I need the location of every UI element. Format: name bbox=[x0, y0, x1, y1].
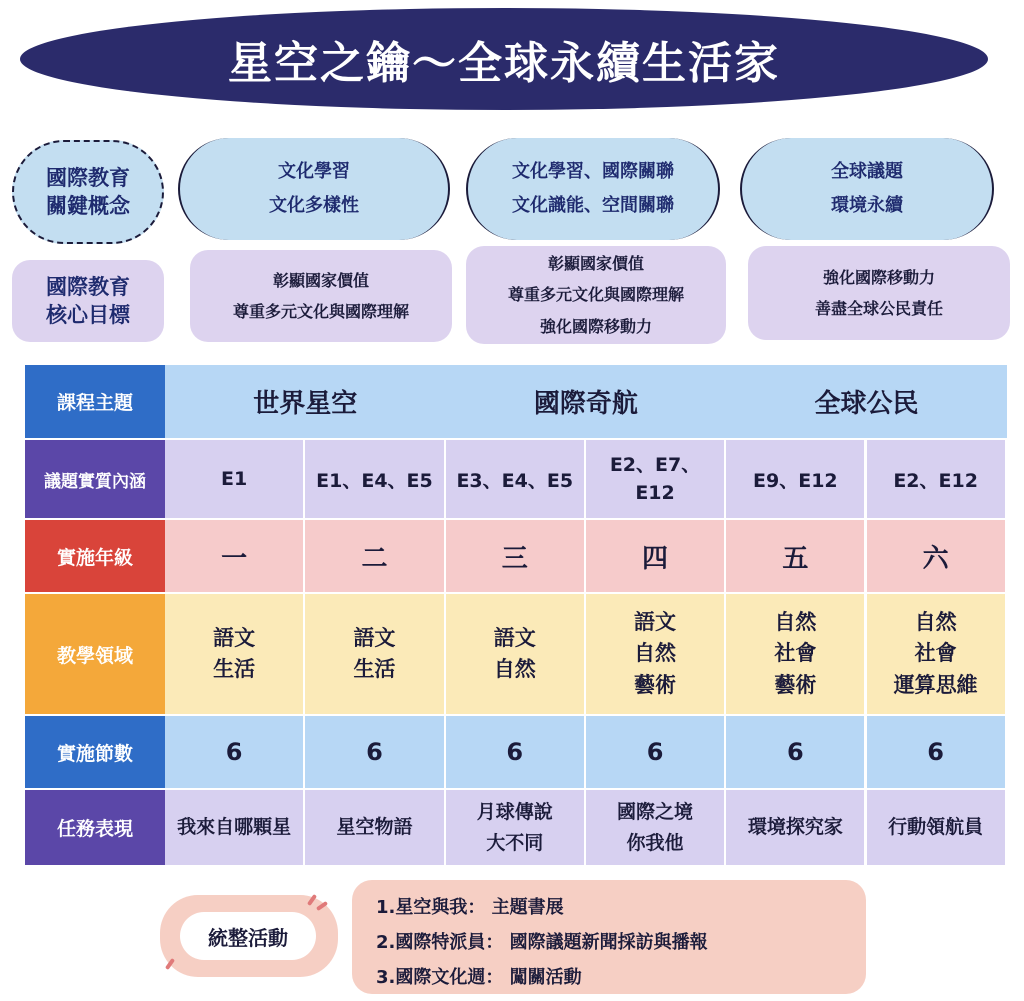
session-cell: 6 bbox=[867, 716, 1007, 790]
goal-box-1 bbox=[190, 250, 452, 342]
issue-cell: E3、E4、E5 bbox=[446, 440, 586, 520]
goal-2-line3: 強化國際移動力 bbox=[539, 316, 652, 336]
goal-1-line2: 尊重多元文化與國際理解 bbox=[232, 302, 409, 321]
domain-line1: 自然 bbox=[914, 609, 957, 634]
task-cell bbox=[867, 790, 1007, 867]
key-concept-label-line1: 國際教育 bbox=[46, 165, 130, 190]
task-line2: 你我他 bbox=[626, 831, 684, 854]
goal-3-line2: 善盡全球公民責任 bbox=[814, 299, 943, 318]
session-cell: 6 bbox=[446, 716, 586, 790]
grade-cell: 三 bbox=[446, 520, 586, 594]
title-banner bbox=[20, 8, 988, 110]
theme-cell: 全球公民 bbox=[726, 365, 1007, 440]
row-header-domain: 教學領域 bbox=[25, 594, 165, 716]
task-cell bbox=[586, 790, 726, 867]
issue-cell bbox=[586, 440, 726, 520]
goal-box-2 bbox=[466, 246, 726, 344]
concept-3-title: 全球議題 bbox=[831, 160, 903, 182]
issue-line1: E2、E7、 bbox=[609, 453, 701, 476]
task-line1: 星空物語 bbox=[336, 816, 413, 839]
issue-cell: E2、E12 bbox=[867, 440, 1007, 520]
domain-line3: 藝術 bbox=[774, 672, 817, 697]
domain-line1: 語文 bbox=[353, 625, 396, 650]
key-concept-label-line2: 關鍵概念 bbox=[46, 194, 130, 218]
summary-label: 統整活動 bbox=[180, 912, 316, 960]
issue-cell: E9、E12 bbox=[726, 440, 866, 520]
activity-item-1: 1.星空與我： 主題書展 bbox=[376, 897, 564, 918]
task-line1: 環境探究家 bbox=[747, 816, 843, 839]
domain-line2: 自然 bbox=[493, 657, 536, 681]
goal-box-3 bbox=[748, 246, 1010, 340]
task-line1: 行動領航員 bbox=[888, 816, 984, 839]
goal-2-line1: 彰顯國家價值 bbox=[547, 254, 644, 274]
row-header-grade: 實施年級 bbox=[25, 520, 165, 594]
domain-line3: 運算思維 bbox=[893, 672, 978, 697]
grade-cell: 四 bbox=[586, 520, 726, 594]
issue-line2: E12 bbox=[635, 482, 675, 504]
theme-cell: 世界星空 bbox=[165, 365, 446, 440]
domain-cell bbox=[305, 594, 445, 716]
task-line2: 大不同 bbox=[486, 831, 544, 854]
concept-pill-2 bbox=[466, 138, 720, 240]
session-cell: 6 bbox=[165, 716, 305, 790]
domain-line1: 語文 bbox=[493, 625, 536, 650]
concept-pill-3 bbox=[740, 138, 994, 240]
session-cell: 6 bbox=[726, 716, 866, 790]
key-concept-label bbox=[12, 140, 164, 244]
concept-1-title: 文化學習 bbox=[278, 160, 350, 182]
theme-cell: 國際奇航 bbox=[446, 365, 727, 440]
grade-cell: 五 bbox=[726, 520, 866, 594]
page-title: 星空之鑰～全球永續生活家 bbox=[228, 38, 780, 89]
domain-line2: 社會 bbox=[914, 641, 957, 666]
activities-box bbox=[352, 880, 866, 994]
domain-line2: 社會 bbox=[774, 641, 817, 666]
curriculum-table bbox=[25, 365, 1007, 867]
grade-cell: 一 bbox=[165, 520, 305, 594]
grade-cell: 六 bbox=[867, 520, 1007, 594]
task-line1: 我來自哪顆星 bbox=[177, 816, 292, 839]
goal-2-line2: 尊重多元文化與國際理解 bbox=[507, 285, 684, 305]
session-cell: 6 bbox=[586, 716, 726, 790]
core-goal-label-line1: 國際教育 bbox=[46, 274, 130, 299]
issue-cell: E1 bbox=[165, 440, 305, 520]
domain-line1: 自然 bbox=[774, 609, 817, 634]
domain-line3: 藝術 bbox=[634, 672, 677, 697]
domain-line1: 語文 bbox=[213, 625, 256, 650]
activity-item-2: 2.國際特派員： 國際議題新聞採訪與播報 bbox=[376, 932, 708, 954]
issue-cell: E1、E4、E5 bbox=[305, 440, 445, 520]
domain-line1: 語文 bbox=[634, 609, 677, 634]
task-cell bbox=[726, 790, 866, 867]
concept-3-subtitle: 環境永續 bbox=[831, 195, 903, 216]
row-header-issue: 議題實質內涵 bbox=[25, 440, 165, 520]
concept-pill-1 bbox=[178, 138, 450, 240]
core-goal-label bbox=[12, 260, 164, 342]
domain-line2: 生活 bbox=[213, 657, 256, 681]
domain-cell bbox=[867, 594, 1007, 716]
row-header-task: 任務表現 bbox=[25, 790, 165, 867]
domain-cell bbox=[586, 594, 726, 716]
concept-1-subtitle: 文化多樣性 bbox=[269, 195, 359, 216]
concept-2-title: 文化學習、國際關聯 bbox=[512, 160, 674, 182]
task-cell bbox=[446, 790, 586, 867]
concept-2-subtitle: 文化識能、空間關聯 bbox=[512, 195, 674, 216]
task-cell bbox=[305, 790, 445, 867]
session-cell: 6 bbox=[305, 716, 445, 790]
domain-cell bbox=[446, 594, 586, 716]
task-line1: 國際之境 bbox=[617, 801, 694, 824]
core-goal-label-line2: 核心目標 bbox=[46, 303, 130, 327]
task-line1: 月球傳說 bbox=[476, 801, 553, 824]
activity-item-3: 3.國際文化週： 闖關活動 bbox=[376, 967, 582, 989]
domain-line2: 生活 bbox=[353, 657, 396, 681]
goal-3-line1: 強化國際移動力 bbox=[822, 267, 935, 287]
row-header-theme: 課程主題 bbox=[25, 365, 165, 440]
domain-cell bbox=[726, 594, 866, 716]
domain-line2: 自然 bbox=[634, 641, 677, 666]
goal-1-line1: 彰顯國家價值 bbox=[272, 270, 369, 290]
domain-cell bbox=[165, 594, 305, 716]
row-header-session: 實施節數 bbox=[25, 716, 165, 790]
task-cell bbox=[165, 790, 305, 867]
grade-cell: 二 bbox=[305, 520, 445, 594]
